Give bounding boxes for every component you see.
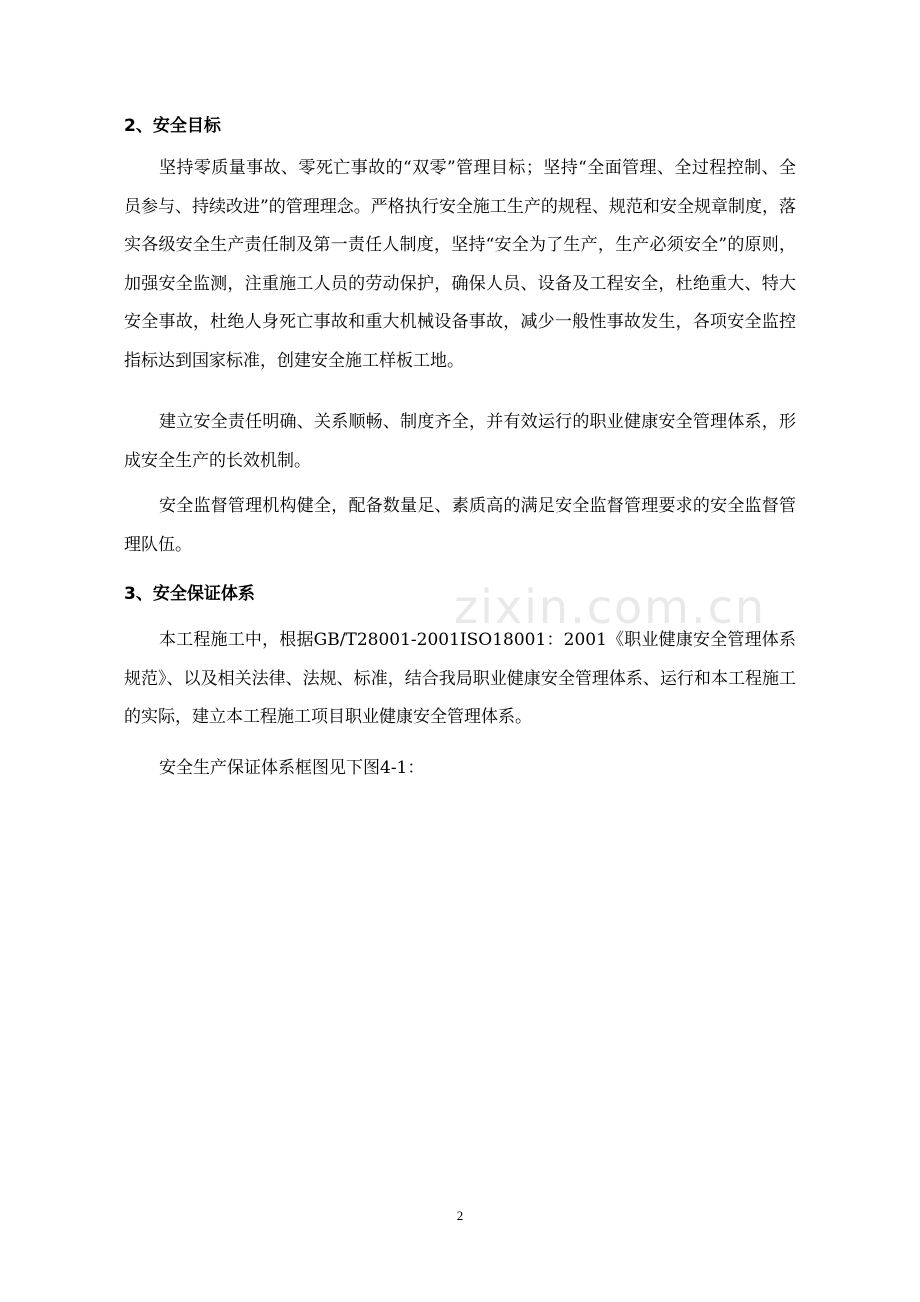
section-heading-safety-goals: 2、安全目标 [124, 116, 221, 136]
paragraph-safety-assurance-basis: 本工程施工中，根据GB/T28001-2001ISO18001：2001《职业健康安全管理体系规范》、以及相关法律、法规、标准，结合我局职业健康安全管理体系、运行和本工程施工的实际，建立本工程施工项目职业健康安全管理体系。 [124, 630, 796, 727]
page-number: 2 [456, 1208, 464, 1223]
paragraph-safety-goals: 坚持零质量事故、零死亡事故的“双零”管理目标；坚持“全面管理、全过程控制、全员参与、持续改进”的管理理念。严格执行安全施工生产的规程、规范和安全规章制度，落实各级安全生产责任制及第一责任人制度，坚持“安全为了生产，生产必须安全”的原则，加强安全监测，注重施工人员的劳动保护，确保人员、设备及工程安全，杜绝重大、特大安全事故，杜绝人身死亡事故和重大机械设备事故，减少一般性事故发生，各项安全监控指标达到国家标准，创建安全施工样板工地。 [124, 158, 796, 371]
section-heading-safety-assurance: 3、安全保证体系 [124, 584, 255, 604]
watermark: zixin.com.cn [454, 580, 767, 634]
paragraph-responsibility-system: 建立安全责任明确、关系顺畅、制度齐全，并有效运行的职业健康安全管理体系，形成安全生产的长效机制。 [124, 412, 796, 471]
paragraph-supervision-team: 安全监督管理机构健全，配备数量足、素质高的满足安全监督管理要求的安全监督管理队伍。 [124, 496, 796, 555]
paragraph-figure-reference: 安全生产保证体系框图见下图4-1： [159, 758, 425, 778]
